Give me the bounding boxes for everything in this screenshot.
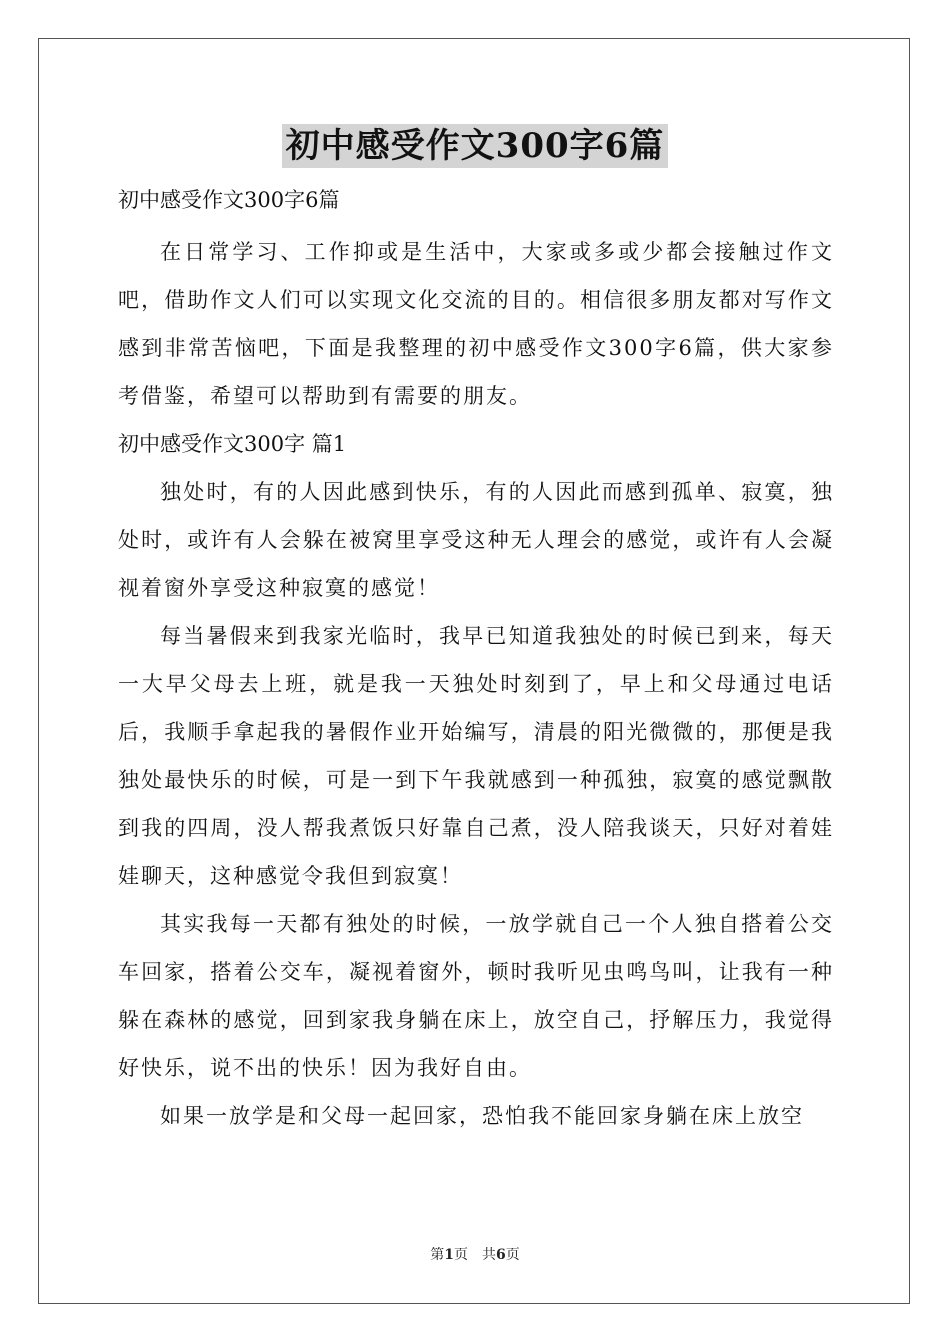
footer-page-prefix: 第: [430, 1247, 445, 1263]
body-paragraph: 每当暑假来到我家光临时，我早已知道我独处的时候已到来，每天一大早父母去上班，就是我一天独处时刻到了，早上和父母通过电话后，我顺手拿起我的暑假作业开始编写，清晨的阳光微微的，那便是我独处最快乐的时候，可是一到下午我就感到一种孤独，寂寞的感觉飘散到我的四周，没人帮我煮饭只好靠自己煮，没人陪我谈天，只好对着娃娃聊天，这种感觉令我但到寂寞！: [118, 624, 834, 888]
footer-page-mid: 页 共: [454, 1247, 496, 1263]
body-paragraph: 如果一放学是和父母一起回家，恐怕我不能回家身躺在床上放空: [160, 1104, 804, 1128]
footer-page-current: 1: [444, 1247, 454, 1263]
intro-paragraph: 在日常学习、工作抑或是生活中，大家或多或少都会接触过作文吧，借助作文人们可以实现文化交流的目的。相信很多朋友都对写作文感到非常苦恼吧，下面是我整理的初中感受作文300字6篇，供大家参考借鉴，希望可以帮助到有需要的朋友。: [118, 240, 834, 408]
title-wrap: [0, 124, 950, 168]
section-heading: 初中感受作文300字 篇1: [118, 432, 347, 456]
subtitle-line: 初中感受作文300字6篇: [118, 188, 340, 212]
body-paragraph: 其实我每一天都有独处的时候，一放学就自己一个人独自搭着公交车回家，搭着公交车，凝视着窗外，顿时我听见虫鸣鸟叫，让我有一种躲在森林的感觉，回到家我身躺在床上，放空自己，抒解压力，我觉得好快乐，说不出的快乐！因为我好自由。: [118, 912, 834, 1080]
footer-page-suffix: 页: [505, 1247, 520, 1263]
page-footer: [0, 1244, 950, 1264]
body-paragraph: 独处时，有的人因此感到快乐，有的人因此而感到孤单、寂寞，独处时，或许有人会躲在被窝里享受这种无人理会的感觉，或许有人会凝视着窗外享受这种寂寞的感觉！: [118, 480, 834, 600]
document-body: [118, 182, 834, 1140]
footer-page-total: 6: [496, 1247, 506, 1263]
page-title: 初中感受作文300字6篇: [282, 124, 669, 168]
